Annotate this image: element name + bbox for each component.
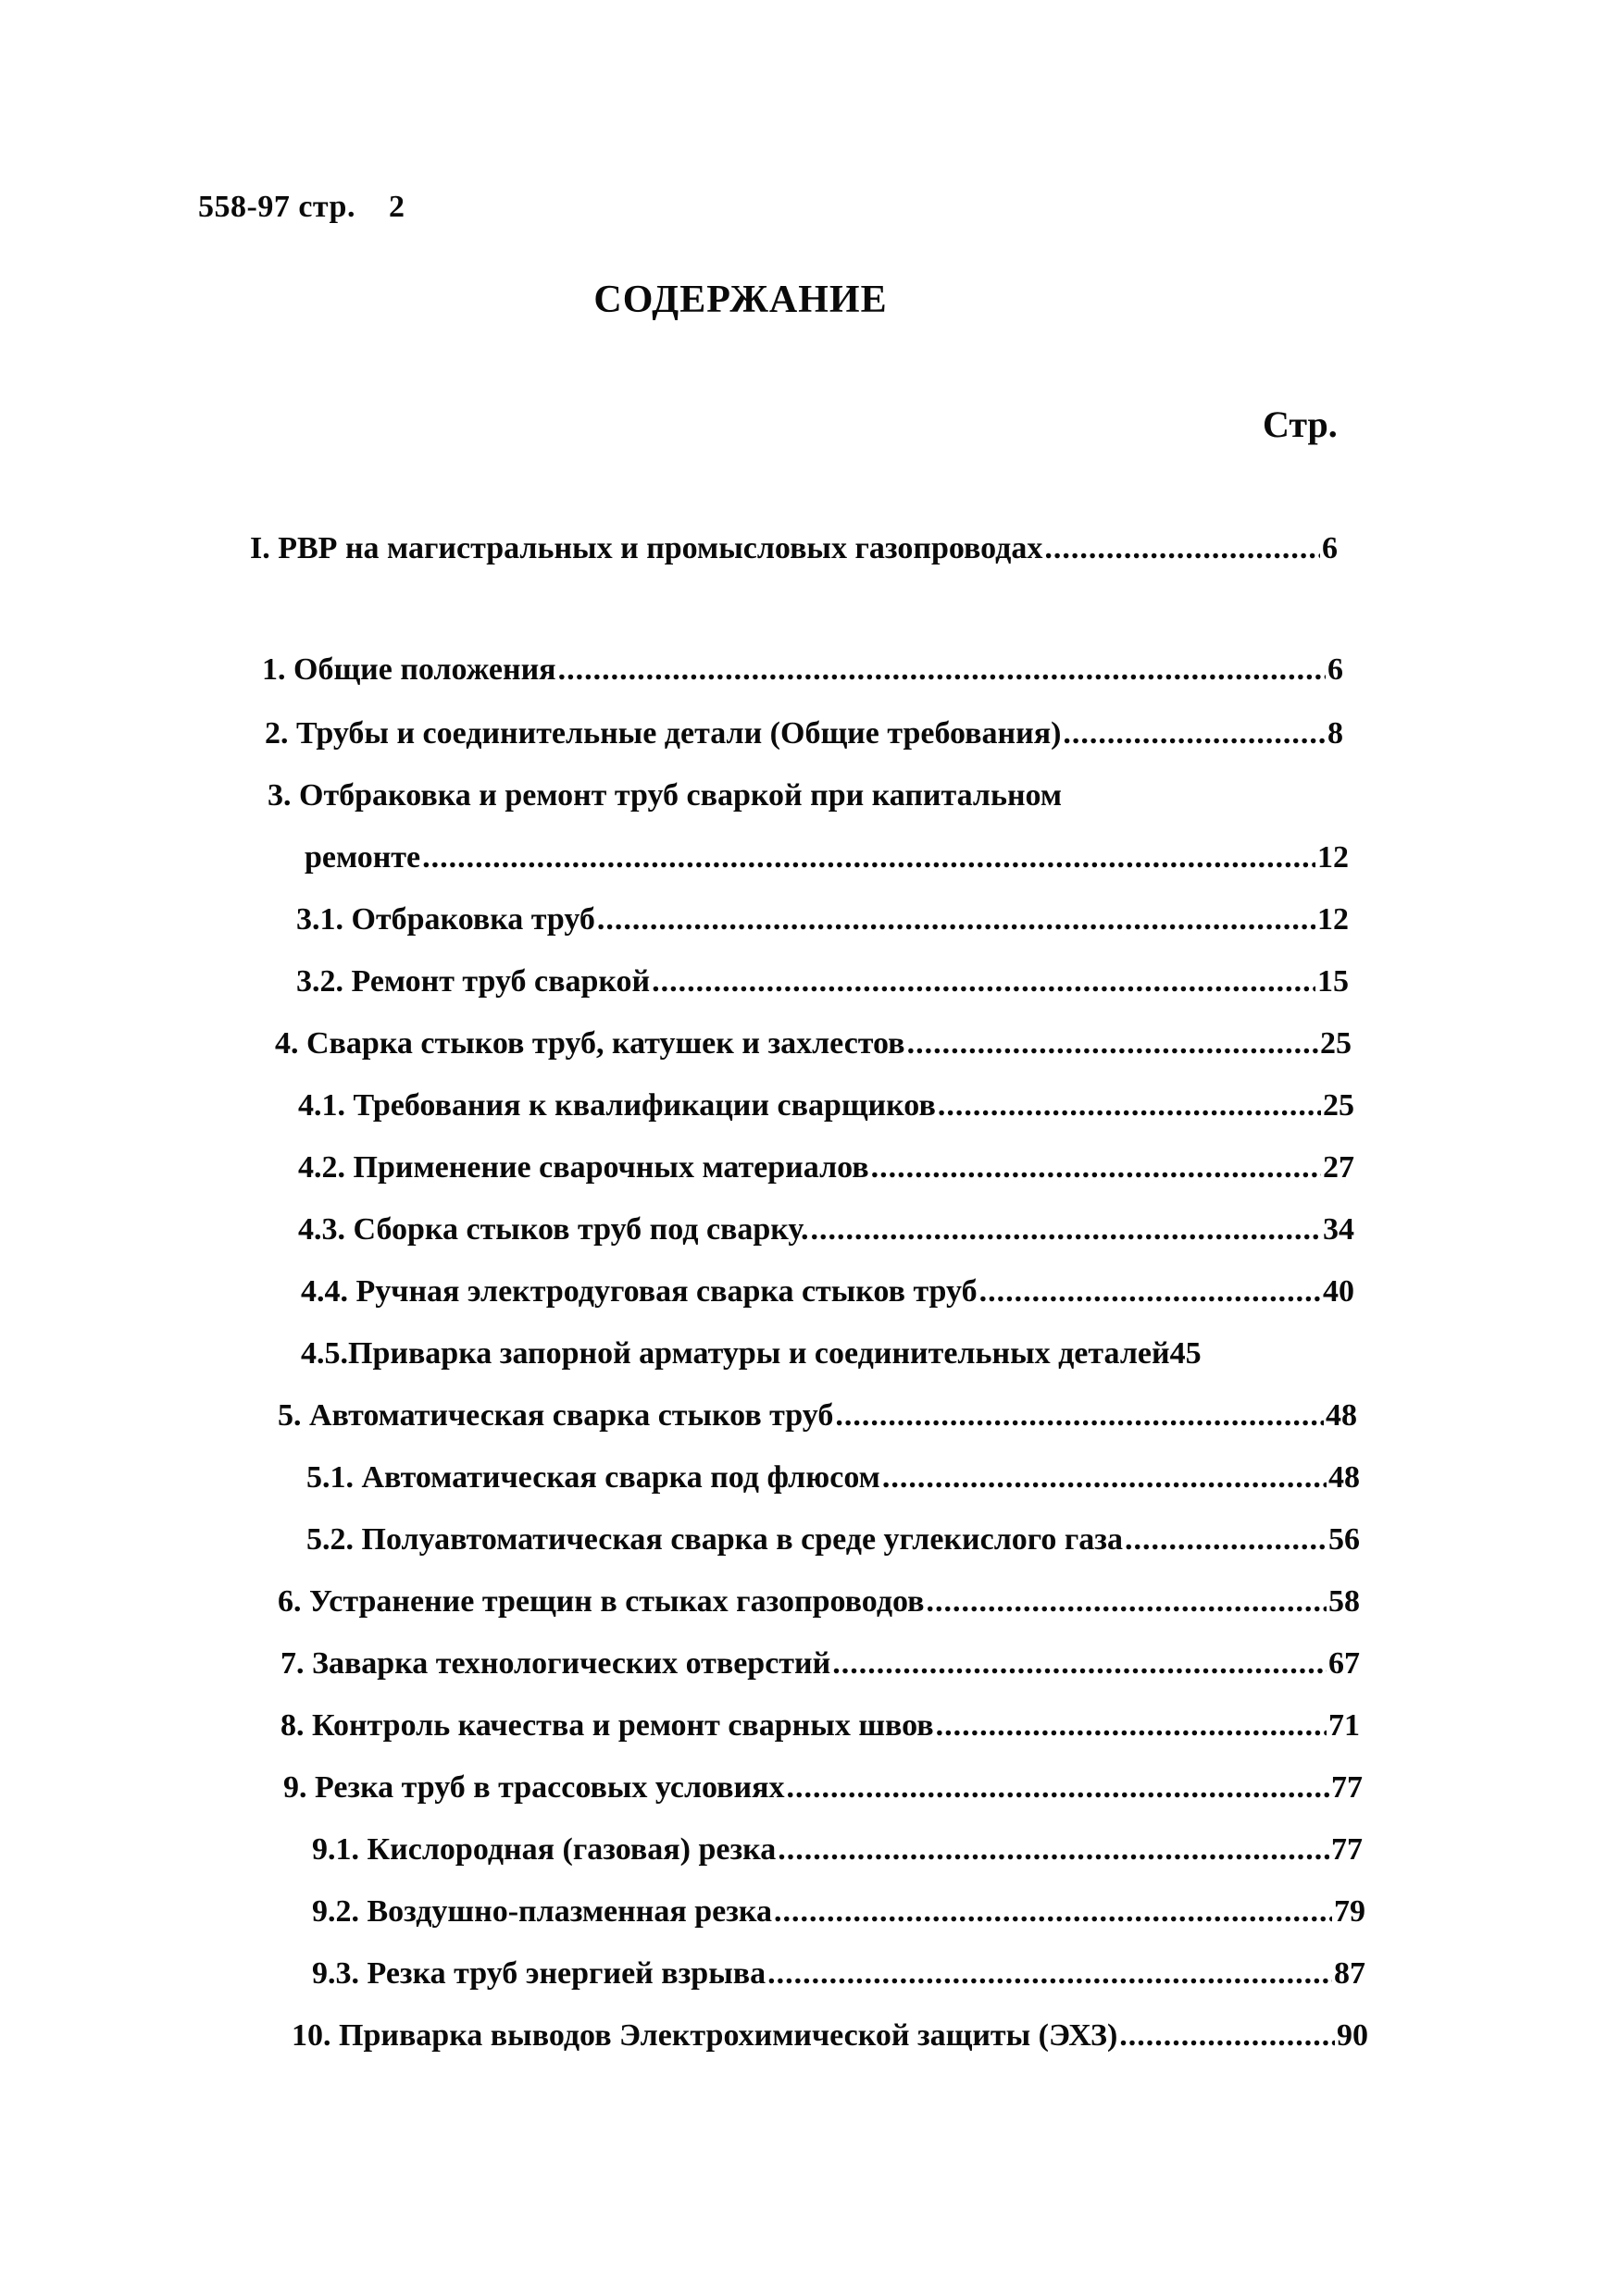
toc-entry-title: 4.2. Применение сварочных материалов bbox=[298, 1150, 869, 1185]
toc-entry-title: 9.2. Воздушно-плазменная резка bbox=[312, 1894, 772, 1929]
toc-entry-page: 15 bbox=[1317, 964, 1349, 999]
toc-entry bbox=[312, 1958, 1365, 1990]
toc-entry-title: ремонте bbox=[305, 840, 421, 875]
toc-leader-dots bbox=[1044, 533, 1320, 565]
toc-entry-page: 67 bbox=[1328, 1646, 1360, 1681]
toc-entry bbox=[298, 1090, 1354, 1122]
toc-leader-dots bbox=[938, 1090, 1321, 1122]
toc-entry bbox=[296, 966, 1349, 998]
toc-leader-dots bbox=[835, 1400, 1324, 1432]
toc-entry-page: 34 bbox=[1323, 1212, 1354, 1247]
toc-entry bbox=[292, 2020, 1368, 2052]
toc-entry bbox=[278, 1400, 1357, 1432]
toc-leader-dots bbox=[787, 1772, 1329, 1804]
toc-entry bbox=[301, 1338, 1359, 1370]
toc-entry bbox=[298, 1214, 1354, 1246]
toc-entry-title: 7. Заварка технологических отверстий bbox=[280, 1646, 831, 1681]
toc-entry-page: 27 bbox=[1323, 1150, 1354, 1185]
toc-entry-title: 2. Трубы и соединительные детали (Общие требования) bbox=[265, 716, 1062, 751]
toc-entry-page: 48 bbox=[1328, 1460, 1360, 1495]
toc-entry bbox=[283, 1772, 1363, 1804]
toc-entry-page: 8 bbox=[1327, 716, 1343, 751]
toc-leader-dots bbox=[1063, 718, 1326, 750]
toc-leader-dots bbox=[979, 1276, 1321, 1308]
toc-entry-title: 6. Устранение трещин в стыках газопроводов bbox=[278, 1584, 925, 1619]
toc-leader-dots bbox=[832, 1648, 1327, 1680]
toc-entry-title: 5. Автоматическая сварка стыков труб bbox=[278, 1398, 834, 1433]
toc-entry-page: 25 bbox=[1320, 1026, 1352, 1061]
toc-entry-title: 5.2. Полуавтоматическая сварка в среде углекислого газа bbox=[306, 1522, 1123, 1557]
toc-entry-page: 12 bbox=[1317, 840, 1349, 875]
toc-entry bbox=[305, 842, 1349, 874]
toc-entry-page: 45 bbox=[1169, 1336, 1202, 1371]
toc-entry bbox=[268, 780, 1286, 812]
toc-entry-title: 3. Отбраковка и ремонт труб сваркой при капитальном bbox=[268, 778, 1063, 813]
toc-entry-page: 56 bbox=[1328, 1522, 1360, 1557]
toc-entry bbox=[278, 1586, 1360, 1618]
toc-entry-title: I. РВР на магистральных и промысловых газопроводах bbox=[250, 531, 1043, 565]
toc-leader-dots bbox=[774, 1896, 1332, 1928]
toc-entry-title: 10. Приварка выводов Электрохимической защиты (ЭХЗ) bbox=[292, 2018, 1118, 2053]
toc-leader-dots bbox=[1125, 1524, 1327, 1556]
toc-leader-dots bbox=[936, 1710, 1327, 1742]
toc-entry-page: 87 bbox=[1334, 1956, 1365, 1991]
toc-entry-page: 12 bbox=[1317, 902, 1349, 937]
toc-entry bbox=[262, 654, 1343, 686]
toc-entry bbox=[296, 904, 1349, 936]
toc-entry-title: 3.1. Отбраковка труб bbox=[296, 902, 595, 937]
toc-entry-page: 90 bbox=[1337, 2018, 1368, 2053]
toc-leader-dots bbox=[1119, 2020, 1335, 2052]
toc-entry-title: 9.1. Кислородная (газовая) резка bbox=[312, 1832, 777, 1867]
page-column-label: Стр. bbox=[1263, 403, 1338, 445]
doc-code: 558-97 стр. bbox=[198, 190, 355, 224]
page-number: 2 bbox=[388, 190, 405, 224]
toc-entry bbox=[306, 1524, 1360, 1556]
toc-leader-dots bbox=[871, 1152, 1321, 1184]
toc-entry-title: 8. Контроль качества и ремонт сварных швов bbox=[280, 1708, 934, 1743]
toc-entry bbox=[312, 1834, 1363, 1866]
toc-leader-dots bbox=[558, 654, 1326, 686]
toc-entry-page: 40 bbox=[1323, 1274, 1354, 1309]
toc-entry-page: 79 bbox=[1334, 1894, 1365, 1929]
toc-entry-page: 58 bbox=[1328, 1584, 1360, 1619]
toc-entry bbox=[275, 1028, 1352, 1060]
toc-leader-dots bbox=[907, 1028, 1318, 1060]
toc-leader-dots bbox=[778, 1834, 1329, 1866]
toc-entry-title: 1. Общие положения bbox=[262, 652, 556, 687]
toc-entry-page: 77 bbox=[1331, 1832, 1363, 1867]
toc-entry bbox=[312, 1896, 1365, 1928]
toc-entry-title: 4. Сварка стыков труб, катушек и захлестов bbox=[275, 1026, 905, 1061]
toc-entry bbox=[301, 1276, 1354, 1308]
toc-entry bbox=[265, 718, 1343, 750]
toc-leader-dots bbox=[597, 904, 1315, 936]
toc-entry bbox=[280, 1710, 1360, 1742]
toc-entry-title: 4.1. Требования к квалификации сварщиков bbox=[298, 1088, 936, 1123]
toc-entry-page: 71 bbox=[1328, 1708, 1360, 1743]
toc-entry-title: 4.3. Сборка стыков труб под сварку. bbox=[298, 1212, 809, 1247]
toc-entry-title: 4.4. Ручная электродуговая сварка стыков труб bbox=[301, 1274, 978, 1309]
toc-entry-title: 3.2. Ремонт труб сваркой bbox=[296, 964, 651, 999]
toc-leader-dots bbox=[927, 1586, 1327, 1618]
toc-entry-title: 9.3. Резка труб энергией взрыва bbox=[312, 1956, 766, 1991]
toc-entry bbox=[298, 1152, 1354, 1184]
toc-entry-page: 48 bbox=[1326, 1398, 1357, 1433]
toc-entry-page: 6 bbox=[1327, 652, 1343, 687]
toc-entry-title: 5.1. Автоматическая сварка под флюсом bbox=[306, 1460, 880, 1495]
toc-entry bbox=[250, 533, 1338, 565]
toc-entry-page: 6 bbox=[1322, 531, 1338, 565]
toc-leader-dots bbox=[422, 842, 1315, 874]
document-title: СОДЕРЖАНИЕ bbox=[593, 279, 888, 321]
toc-entry bbox=[306, 1462, 1360, 1494]
toc-entry-title: 4.5.Приварка запорной арматуры и соединительных деталей bbox=[301, 1336, 1170, 1371]
toc-entry-page: 77 bbox=[1331, 1770, 1363, 1805]
toc-leader-dots bbox=[652, 966, 1315, 998]
toc-leader-dots bbox=[811, 1214, 1321, 1246]
toc-leader-dots bbox=[767, 1958, 1332, 1990]
toc-leader-dots bbox=[882, 1462, 1327, 1494]
toc-entry bbox=[280, 1648, 1360, 1680]
toc-entry-page: 25 bbox=[1323, 1088, 1354, 1123]
toc-entry-title: 9. Резка труб в трассовых условиях bbox=[283, 1770, 785, 1805]
